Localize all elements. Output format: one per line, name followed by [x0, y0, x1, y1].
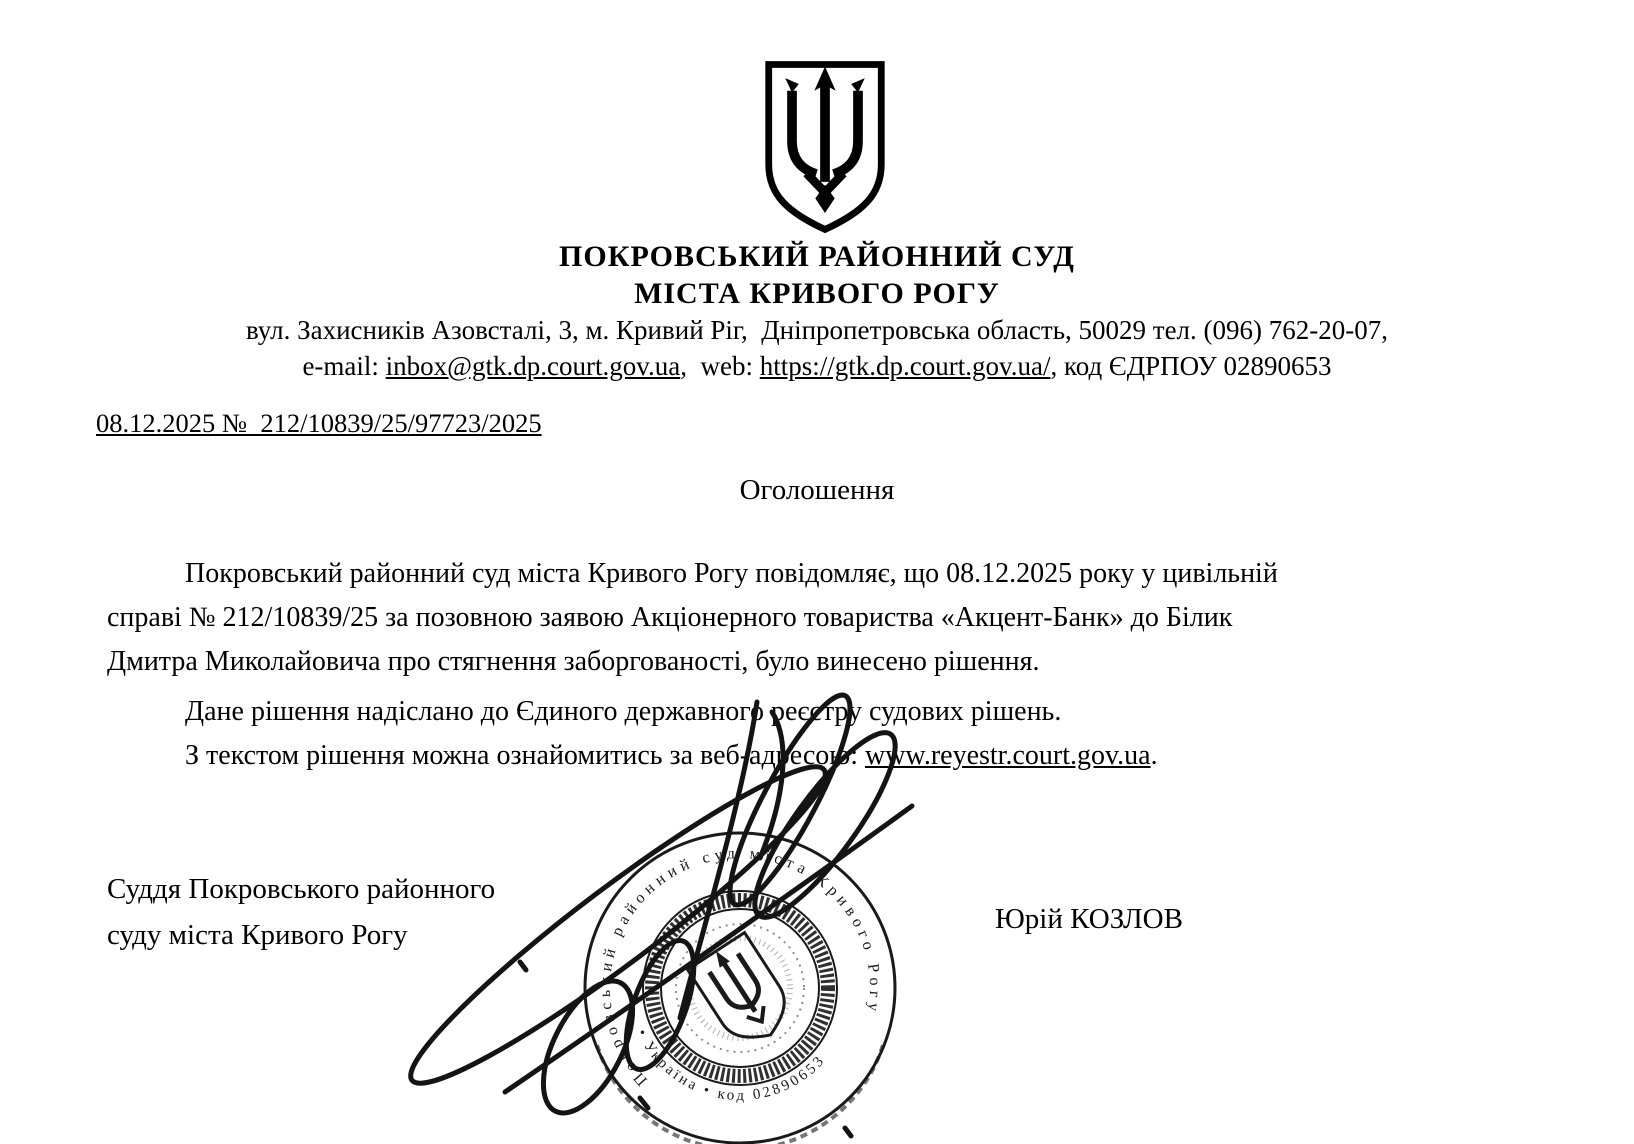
document-date-number: 08.12.2025 № 212/10839/25/97723/2025	[96, 408, 542, 438]
court-address: вул. Захисників Азовсталі, 3, м. Кривий Ріг, Дніпропетровська область, 50029 тел. (096) 762-20-07,	[245, 315, 1388, 345]
seal-center-trident-icon	[688, 933, 799, 1054]
body-paragraph1-line3: Дмитра Миколайовича про стягнення заборгованості, було винесено рішення.	[107, 646, 1040, 677]
seal-outer-ring-text: Покровський районний суд міста Кривого Рогу	[596, 845, 884, 1089]
court-seal	[375, 685, 930, 1144]
email-link[interactable]: inbox@gtk.dp.court.gov.ua	[385, 351, 681, 381]
document-title: Оголошення	[739, 474, 895, 506]
judge-name: Юрій КОЗЛОВ	[995, 903, 1183, 935]
edrpou-code: , код ЄДРПОУ 02890653	[1050, 351, 1332, 381]
court-name-line1: ПОКРОВСЬКИЙ РАЙОННИЙ СУД	[559, 240, 1075, 273]
judge-title-line1: Суддя Покровського районного	[107, 873, 496, 905]
svg-text:Покровський районний суд міста	[597, 845, 883, 1089]
web-label: , web:	[680, 351, 760, 381]
body-paragraph2: Дане рішення надіслано до Єдиного державного реєстру судових рішень.	[185, 696, 1062, 727]
email-label: e-mail:	[302, 351, 386, 381]
web-link[interactable]: https://gtk.dp.court.gov.ua/	[759, 351, 1051, 381]
body-paragraph3-dot: .	[1150, 740, 1158, 771]
seal-inner-ring-text: • Україна • код 02890653	[633, 1026, 829, 1105]
body-paragraph3-text: З текстом рішення можна ознайомитись за веб-адресою:	[185, 740, 865, 771]
reyestr-link[interactable]: www.reyestr.court.gov.ua	[864, 740, 1151, 771]
court-contacts	[0, 348, 1634, 384]
judge-title-line2: суду міста Кривого Рогу	[107, 919, 408, 951]
body-paragraph1-line2: справі № 212/10839/25 за позовною заявою Акціонерного товариства «Акцент-Банк» до Білик	[107, 602, 1233, 633]
body-paragraph1-line1: Покровський районний суд міста Кривого Рогу повідомляє, що 08.12.2025 року у цивільній	[185, 558, 1278, 589]
court-name-line2: МІСТА КРИВОГО РОГУ	[634, 277, 1000, 310]
letterhead	[0, 238, 1634, 384]
ukraine-trident-emblem-icon	[760, 56, 890, 238]
